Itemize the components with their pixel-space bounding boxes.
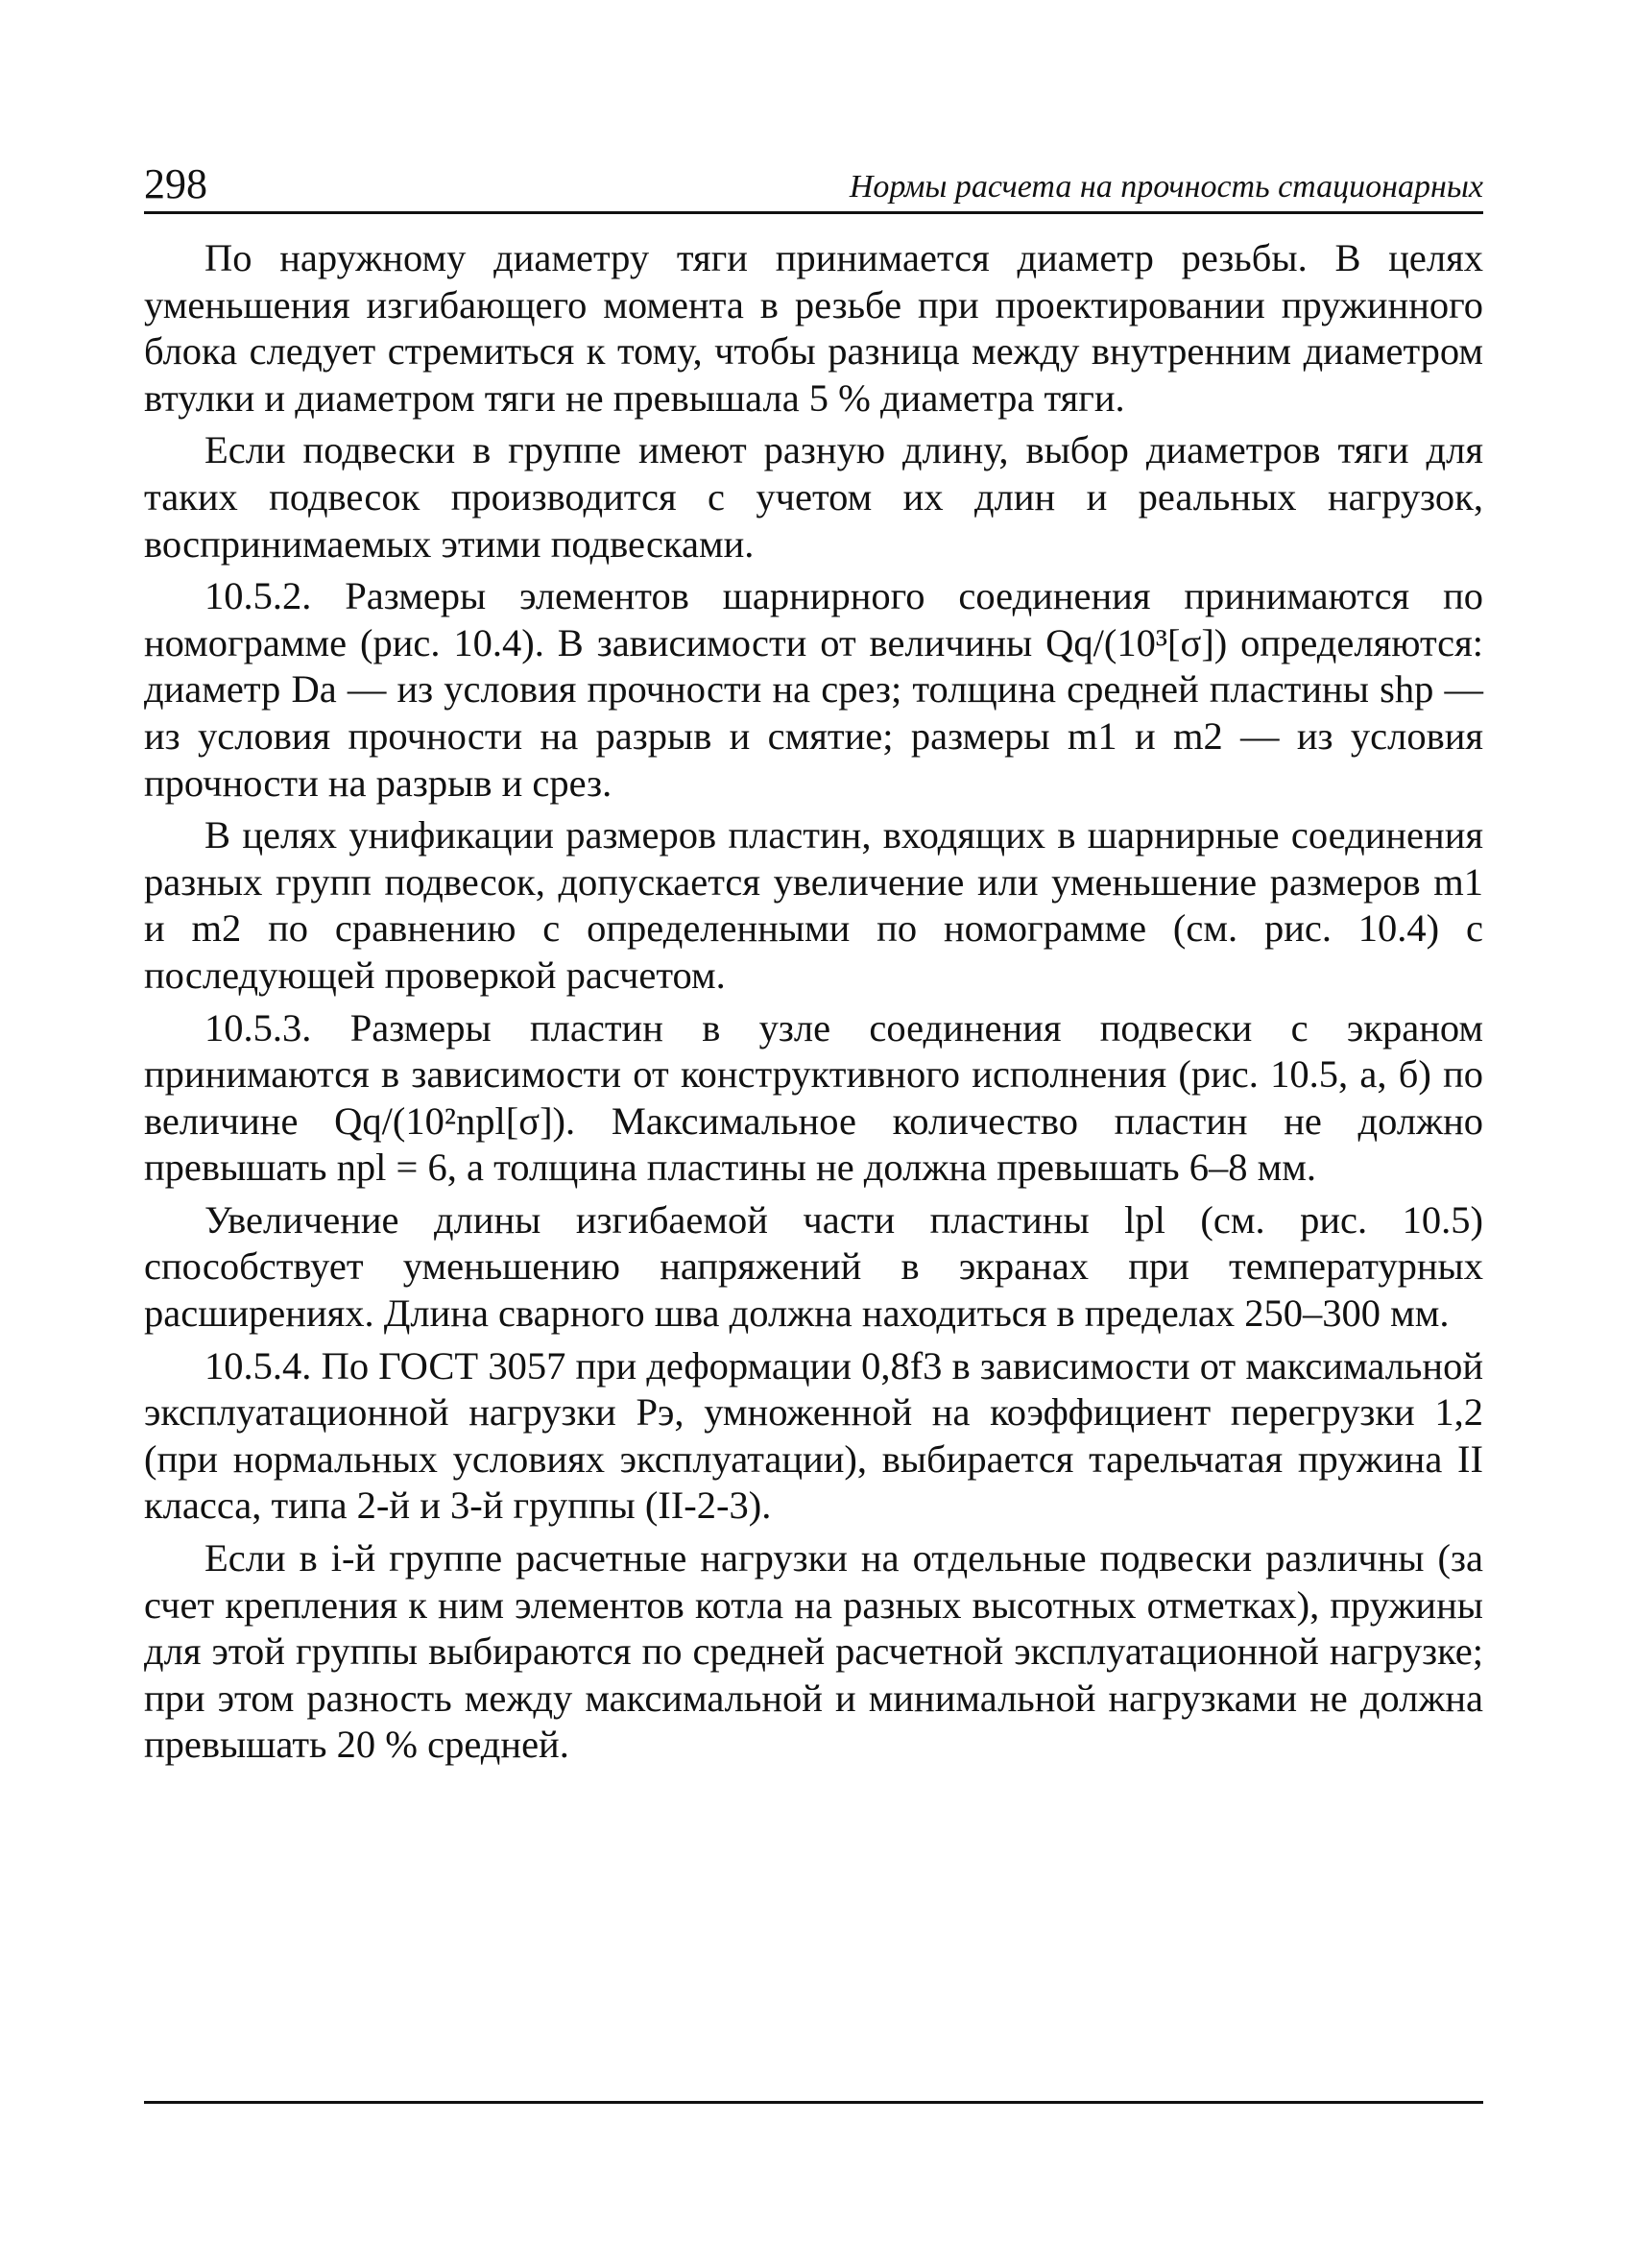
page-header: [144, 160, 1483, 214]
running-title: Нормы расчета на прочность стационарных: [849, 169, 1483, 205]
paragraph: По наружному диаметру тяги принимается диаметр резьбы. В целях уменьшения изгибающего момента в резьбе при проектировании пружинного блока следует стремиться к тому, чтобы разница между внутренним диаметром втулки и диаметром тяги не превышала 5 % диаметра тяги.: [144, 236, 1483, 420]
paragraph: В целях унификации размеров пластин, входящих в шарнирные соединения разных групп подвесок, допускается увеличение или уменьшение размеров m1 и m2 по сравнению с определенными по номограмме (см. рис. 10.4) с последующей проверкой расчетом.: [144, 813, 1483, 997]
footer-rule: [144, 2101, 1483, 2104]
body-text: [144, 235, 1483, 1774]
paragraph: Если в i-й группе расчетные нагрузки на отдельные подвески различны (за счет крепления к ним элементов котла на разных высотных отметках), пружины для этой группы выбираются по средней расчетной эксплуатационной нагрузке; при этом разность между максимальной и минимальной нагрузками не должна превышать 20 % средней.: [144, 1536, 1483, 1767]
paragraph: 10.5.3. Размеры пластин в узле соединения подвески с экраном принимаются в зависимости от конструктивного исполнения (рис. 10.5, а, б) по величине Qq/(10²npl[σ]). Максимальное количество пластин не должно превышать npl = 6, а толщина пластины не должна превышать 6–8 мм.: [144, 1005, 1483, 1190]
paragraph: Если подвески в группе имеют разную длину, выбор диаметров тяги для таких подвесок производится с учетом их длин и реальных нагрузок, воспринимаемых этими подвесками.: [144, 428, 1483, 566]
paragraph: 10.5.4. По ГОСТ 3057 при деформации 0,8f3 в зависимости от максимальной эксплуатационной нагрузки Pэ, умноженной на коэффициент перегрузки 1,2 (при нормальных условиях эксплуатации), выбирается тарельчатая пружина II класса, типа 2-й и 3-й группы (II-2-3).: [144, 1343, 1483, 1528]
page-number: 298: [144, 160, 207, 207]
paragraph: Увеличение длины изгибаемой части пластины lpl (см. рис. 10.5) способствует уменьшению напряжений в экранах при температурных расширениях. Длина сварного шва должна находиться в пределах 250–300 мм.: [144, 1197, 1483, 1336]
paragraph: 10.5.2. Размеры элементов шарнирного соединения принимаются по номограмме (рис. 10.4). В зависимости от величины Qq/(10³[σ]) определяются: диаметр Da — из условия прочности на срез; толщина средней пластины shp — из условия прочности на разрыв и смятие; размеры m1 и m2 — из условия прочности на разрыв и срез.: [144, 574, 1483, 805]
